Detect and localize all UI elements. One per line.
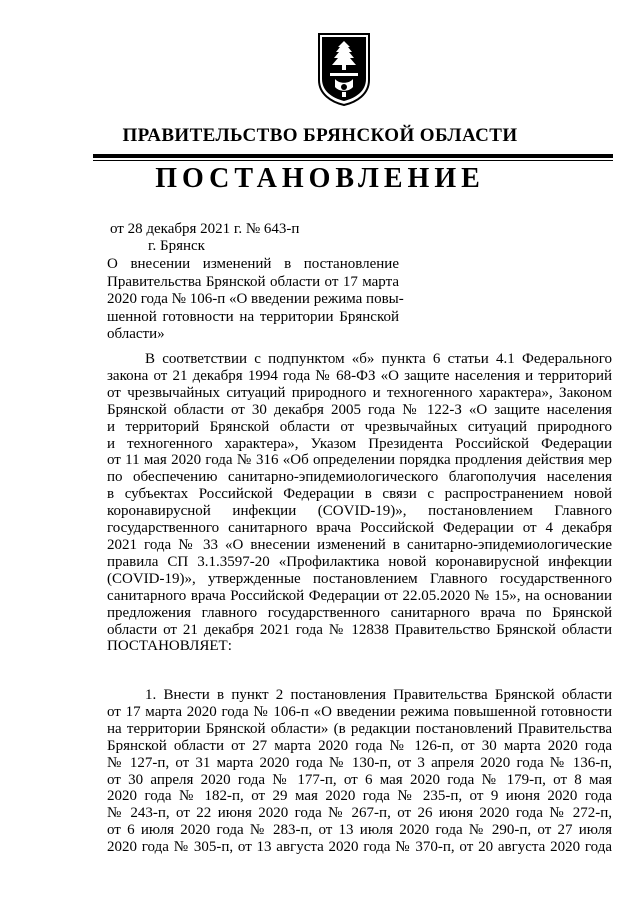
text-line: 2020 года № 182-п, от 29 мая 2020 года № 235-п, от 9 июня 2020 года xyxy=(107,788,612,805)
government-name: ПРАВИТЕЛЬСТВО БРЯНСКОЙ ОБЛАСТИ xyxy=(122,125,518,146)
text-line: на территории Брянской области» (в редакции постановлений Правительства xyxy=(107,720,612,737)
document-type: ПОСТАНОВЛЕНИЕ xyxy=(155,163,485,194)
text-line: 2021 года № 33 «О внесении изменений в санитарно-эпидемиологические xyxy=(107,536,612,553)
subject-line: 2020 года № 106-п «О введении режима повы- xyxy=(107,291,404,307)
item-1-paragraph xyxy=(107,687,612,856)
subject-line: области» xyxy=(107,326,165,342)
text-line: санитарного врача Российской Федерации от 22.05.2020 № 15», на основании xyxy=(107,587,612,604)
text-line: В соответствии с подпунктом «б» пункта 6 статьи 4.1 Федерального xyxy=(145,351,612,367)
text-line: Брянской области от 30 декабря 2005 года № 122-З «О защите населения xyxy=(107,401,612,418)
preamble-paragraph xyxy=(107,351,612,655)
text-line: № 243-п, от 22 июня 2020 года № 267-п, от 26 июня 2020 года № 272-п, xyxy=(107,805,612,822)
subject-block xyxy=(107,256,404,344)
date-number: от 28 декабря 2021 г. № 643-п xyxy=(110,221,300,237)
text-line: от 30 апреля 2020 года № 177-п, от 6 мая 2020 года № 179-п, от 8 мая xyxy=(107,771,612,788)
city: г. Брянск xyxy=(148,238,205,254)
text-line: государственного санитарного врача Российской Федерации от 4 декабря xyxy=(107,520,612,537)
text-line: и техногенного характера», Указом Президента Российской Федерации xyxy=(107,435,612,452)
text-line: в субъектах Российской Федерации в связи с распространением новой xyxy=(107,486,612,503)
header-rule-thick xyxy=(93,154,613,158)
text-line: от 6 июля 2020 года № 283-п, от 13 июля 2020 года № 290-п, от 27 июля xyxy=(107,822,612,839)
text-line: 2020 года № 305-п, от 13 августа 2020 года № 370-п, от 20 августа 2020 года xyxy=(107,839,612,856)
resolves-line: ПОСТАНОВЛЯЕТ: xyxy=(107,638,232,655)
text-line: коронавирусной инфекции (COVID-19)», постановлением Главного xyxy=(107,503,612,520)
text-line: 1. Внести в пункт 2 постановления Правительства Брянской области xyxy=(145,687,612,703)
text-line: № 127-п, от 31 марта 2020 года № 130-п, от 3 апреля 2020 года № 136-п, xyxy=(107,754,612,771)
bryansk-coat-of-arms-icon xyxy=(317,32,371,106)
text-line: от 17 марта 2020 года № 106-п «О введении режима повышенной готовности xyxy=(107,703,612,720)
header-rule-thin xyxy=(93,160,613,161)
text-line: Брянской области от 27 марта 2020 года № 126-п, от 30 марта 2020 года xyxy=(107,737,612,754)
text-line: от чрезвычайных ситуаций природного и техногенного характера», Законом xyxy=(107,384,612,401)
text-line: правила СП 3.1.3597-20 «Профилактика новой коронавирусной инфекции xyxy=(107,553,612,570)
text-line: (COVID-19)», утвержденные постановлением Главного государственного xyxy=(107,570,612,587)
subject-line: О внесении изменений в постановление xyxy=(107,256,399,272)
text-line: предложения главного государственного санитарного врача по Брянской xyxy=(107,604,612,621)
subject-line: Правительства Брянской области от 17 марта xyxy=(107,273,399,290)
text-line: от 11 мая 2020 года № 316 «Об определении порядка продления действия мер xyxy=(107,452,612,469)
subject-line: шенной готовности на территории Брянской xyxy=(107,308,399,325)
text-line: по обеспечению санитарно-эпидемиологического благополучия населения xyxy=(107,469,612,486)
text-line: и территорий Брянской области от чрезвычайных ситуаций природного xyxy=(107,418,612,435)
text-line: области от 21 декабря 2021 года № 12838 Правительство Брянской области xyxy=(107,621,612,638)
text-line: закона от 21 декабря 1994 года № 68-ФЗ «О защите населения и территорий xyxy=(107,367,612,384)
